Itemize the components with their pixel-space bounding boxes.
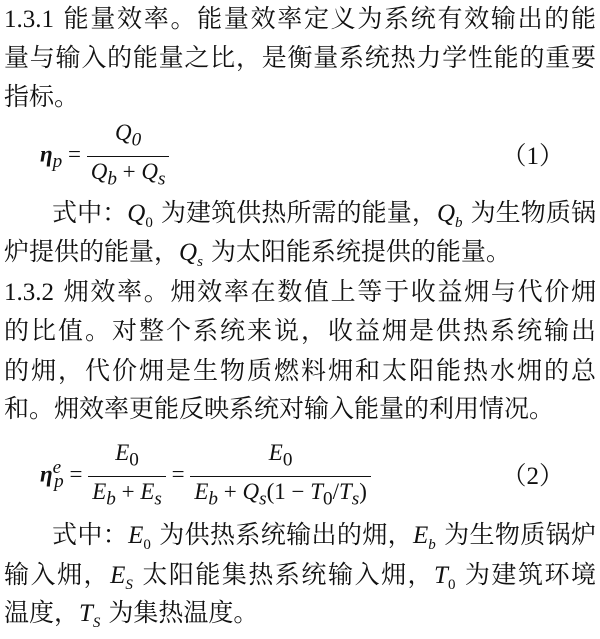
symbol-t0: $T_0$	[434, 562, 456, 593]
paragraph-text: 㶲效率在数值上等于收益㶲与代价㶲	[170, 277, 596, 306]
equation-1	[40, 118, 169, 194]
paragraph-text: 指标。	[4, 82, 80, 111]
section-number: 1.3.1	[4, 6, 54, 33]
fraction-1	[88, 438, 166, 514]
eta-subscript: p	[54, 470, 64, 492]
numerator: $E_0$	[190, 438, 371, 477]
where-2-line-1: 式中：$E_0$ 为供热系统输出的㶲，$E_b$ 为生物质锅炉	[52, 520, 596, 553]
denominator: $E_b + Q_s(1 - T_0/T_s)$	[194, 478, 367, 510]
paragraph-text: 的比值。对整个系统来说，收益㶲是供热系统输出	[4, 316, 596, 345]
section-title: 能量效率。	[63, 4, 198, 33]
equation-2	[40, 438, 371, 514]
symbol-qb: $Q_b$	[436, 200, 463, 231]
symbol-ts: $T_S$	[79, 600, 101, 631]
where-2-line-3: 温度，$T_S$ 为集热温度。	[4, 598, 259, 631]
paragraph-text: 量与输入的能量之比，是衡量系统热力学性能的重要	[4, 43, 596, 72]
eta-superscript: e	[52, 456, 62, 478]
symbol-e0: $E_0$	[128, 522, 151, 553]
section-1-3-2-line-2	[4, 315, 596, 347]
eta-subscript: p	[52, 150, 63, 172]
denominator: $E_b + E_s$	[92, 478, 162, 510]
numerator: $E_0$	[88, 438, 166, 477]
section-1-3-1-line-3	[4, 81, 596, 113]
equation-number: （1）	[501, 143, 564, 170]
fraction-2	[190, 438, 371, 514]
symbol-qs: $Q_s$	[179, 239, 203, 270]
eta-symbol: η	[40, 461, 53, 487]
eta-symbol: η	[40, 141, 53, 167]
equation-number: （2）	[501, 463, 564, 490]
where-1-line-1: 式中：$Q_0$ 为建筑供热所需的能量，$Q_b$ 为生物质锅	[52, 198, 596, 231]
symbol-eb: $E_b$	[412, 522, 436, 553]
where-1-line-2: 炉提供的能量，$Q_s$ 为太阳能系统提供的能量。	[4, 237, 511, 270]
section-1-3-1-line-1	[4, 3, 596, 36]
equals-sign: =	[67, 141, 81, 167]
where-2-line-2: 输入㶲，$E_S$ 太阳能集热系统输入㶲，$T_0$ 为建筑环境	[4, 560, 596, 593]
equals-sign: =	[69, 461, 83, 487]
denominator: $Q_b + Q_s$	[90, 158, 166, 190]
numerator: $Q_0$	[87, 118, 170, 157]
paragraph-text: 的㶲，代价㶲是生物质燃料㶲和太阳能热水㶲的总	[4, 356, 596, 385]
section-1-3-2-line-4	[4, 393, 596, 425]
section-1-3-1-line-2	[4, 42, 596, 74]
fraction	[87, 118, 170, 194]
section-1-3-2-line-3	[4, 355, 596, 387]
paragraph-text: 和。㶲效率更能反映系统对输入能量的利用情况。	[4, 394, 555, 423]
section-1-3-2-line-1	[4, 276, 596, 309]
symbol-q0: $Q_0$	[127, 200, 153, 231]
section-number: 1.3.2	[4, 279, 54, 306]
section-title: 㶲效率。	[63, 277, 171, 306]
symbol-es: $E_S$	[110, 562, 133, 593]
paragraph-text: 能量效率定义为系统有效输出的能	[197, 4, 596, 33]
equals-sign: =	[171, 461, 185, 487]
